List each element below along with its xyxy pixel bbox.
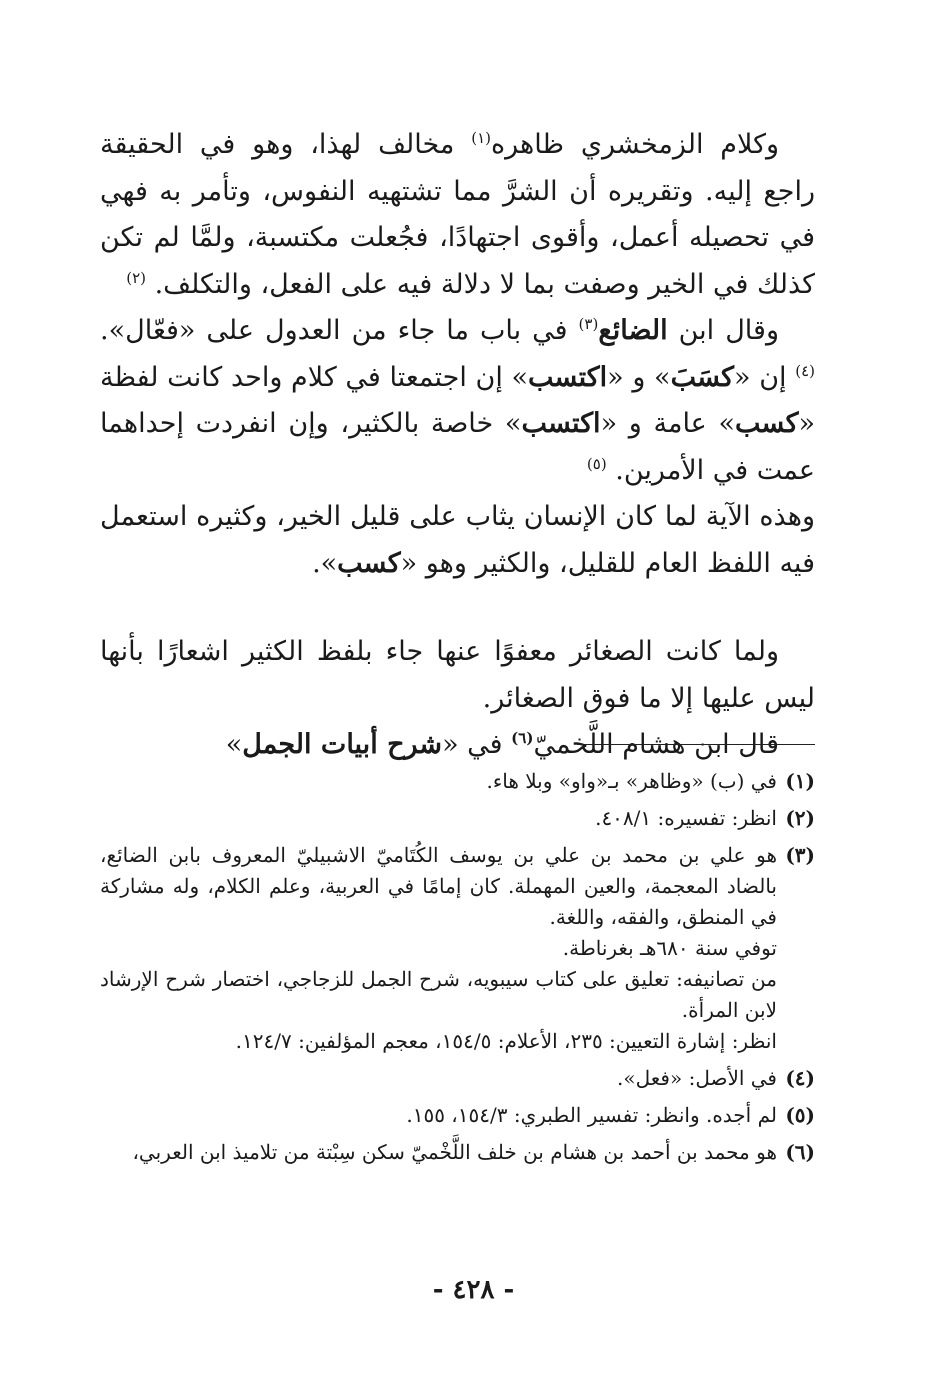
paragraph-4: ولما كانت الصغائر معفوًا عنها جاء بلفظ الكثير اشعارًا بأنها ليس عليها إلا ما فوق الصغائر. (100, 636, 815, 714)
footnote-ref-5: (٥) (586, 454, 607, 473)
footnote-1 (100, 766, 815, 797)
word-bold: اكتسب (528, 361, 608, 393)
paragraph-3: وهذه الآية لما كان الإنسان يثاب على قليل الخير، وكثيره استعمل فيه اللفظ العام للقليل، والكثير وهو «كسب». (100, 501, 815, 579)
footnote-ref-4: (٤) (795, 361, 816, 380)
footnote-number: (٢) (785, 806, 815, 830)
footnote-4 (100, 1063, 815, 1094)
footnote-line: في الأصل: «فعل». (617, 1066, 777, 1090)
footnote-2 (100, 803, 815, 834)
footnote-6 (100, 1137, 815, 1168)
footnote-ref-1: (١) (471, 129, 491, 147)
footnote-number: (٦) (785, 1140, 815, 1164)
main-text (100, 122, 815, 769)
word-bold: كسب (735, 408, 799, 439)
word-bold: كسَبَ (670, 361, 735, 393)
footnote-line: لم أجده. وانظر: تفسير الطبري: ١٥٤/٣، ١٥٥. (406, 1103, 777, 1127)
footnote-divider (577, 744, 815, 745)
footnote-line: هو علي بن محمد بن علي بن يوسف الكُتَاميّ الاشبيليّ المعروف بابن الضائع، بالضاد المعجمة، والعين المهملة. كان إمامًا في العربية، وعلم الكلام، وله مشاركة في المنطق، والفقه، واللغة. (100, 843, 777, 929)
footnote-ref-3: (٣) (578, 315, 599, 333)
footnote-line: في (ب) «وظاهر» بـ«واو» وبلا هاء. (486, 769, 777, 793)
book-title: شرح أبيات الجمل (242, 729, 443, 760)
footnote-line: من تصانيفه: تعليق على كتاب سيبويه، شرح الجمل للزجاجي، اختصار شرح الإرشاد لابن المرأة. (100, 967, 777, 1022)
footnote-number: (٥) (785, 1103, 815, 1127)
paragraph-1: وكلام الزمخشري ظاهره$^{(١)}$ مخالف لهذا، وهو في الحقيقة راجع إليه. وتقريره أن الشرَّ مما تشتهيه النفوس، وتأمر به فهي في تحصيله أعمل، وأقوى اجتهادًا، فجُعلت مكتسبة، ولمَّا لم تكن كذلك في الخير وصفت بما لا دلالة فيه على الفعل، والتكلف. $^{(٢)}$ (100, 129, 815, 300)
footnote-3 (100, 840, 815, 1057)
paragraph-5: قال ابن هشام اللَّخميّ$^{(٦)}$ في «شرح أبيات الجمل» (225, 729, 779, 760)
page-number: - ٤٢٨ - (432, 1275, 515, 1305)
paragraph-2: وقال ابن الضائع$^{(٣)}$ في باب ما جاء من العدول على «فعّال». $^{(٤)}$ إن «كسَبَ» و «اكتسب» إن اجتمعتا في كلام واحد كانت لفظة «كسب» عامة و «اكتسب» خاصة بالكثير، وإن انفردت إحداهما عمت في الأمرين. $^{(٥)}$ (100, 315, 816, 486)
footnote-line: انظر: إشارة التعيين: ٢٣٥، الأعلام: ١٥٤/٥، معجم المؤلفين: ١٢٤/٧. (235, 1029, 777, 1053)
footnote-ref-6: (٦) (511, 729, 534, 747)
word-bold: اكتسب (521, 408, 601, 439)
footnote-5 (100, 1100, 815, 1131)
footnote-line: توفي سنة ٦٨٠هـ بغرناطة. (562, 936, 777, 960)
name-bold: الضائع (598, 315, 668, 346)
word-bold: كسب (337, 547, 401, 579)
footnote-number: (٤) (785, 1066, 815, 1090)
footnote-line: انظر: تفسيره: ٤٠٨/١. (595, 806, 777, 830)
footnote-number: (١) (785, 769, 815, 793)
footnote-number: (٣) (785, 843, 815, 867)
footnote-ref-2: (٢) (126, 268, 146, 287)
footnote-line: هو محمد بن أحمد بن هشام بن خلف اللَّخْميّ سكن سِبْتة من تلاميذ ابن العربي، (132, 1140, 777, 1164)
footnotes (100, 766, 815, 1174)
